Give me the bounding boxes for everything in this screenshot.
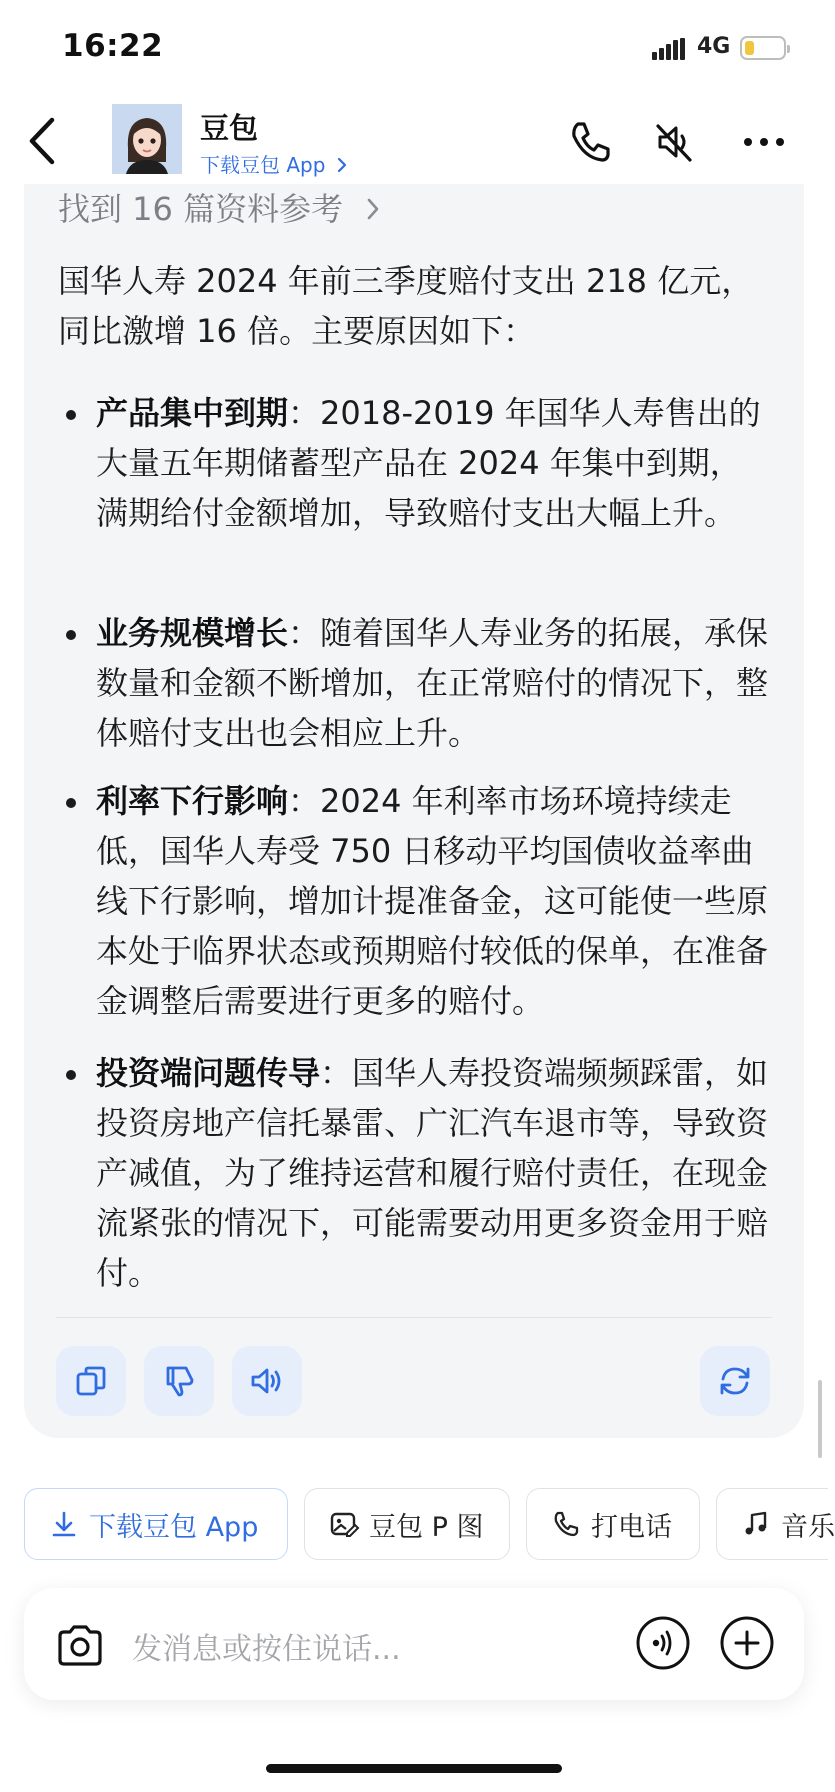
chip-call[interactable] <box>526 1488 700 1560</box>
dislike-button[interactable] <box>144 1346 214 1416</box>
chip-music[interactable] <box>716 1488 835 1560</box>
list-item <box>58 776 772 1026</box>
chevron-right-icon <box>365 196 381 222</box>
download-icon <box>49 1509 79 1539</box>
regenerate-button[interactable] <box>700 1346 770 1416</box>
bullet <box>66 410 76 420</box>
chip-label: 打电话 <box>591 1511 672 1543</box>
add-icon[interactable] <box>718 1614 776 1672</box>
music-icon <box>741 1509 771 1539</box>
copy-button[interactable] <box>56 1346 126 1416</box>
message-input[interactable]: 发消息或按住说话... <box>132 1632 401 1667</box>
copy-icon <box>72 1362 110 1400</box>
list-item <box>58 388 772 538</box>
references-link[interactable] <box>58 184 381 230</box>
item-text: ：2024 年利率市场环境持续走低，国华人寿受 750 日移动平均国债收益率曲线下行影响，增加计提准备金，这可能使一些原本处于临界状态或预期赔付较低的保单，在准备金调整后需要进行更多的赔付。 <box>96 782 769 1020</box>
item-title: 业务规模增长 <box>96 614 289 652</box>
mute-icon[interactable] <box>650 118 698 166</box>
bullet <box>66 1070 76 1080</box>
regenerate-icon <box>715 1361 755 1401</box>
chip-label: 音乐 <box>781 1511 835 1543</box>
voice-button-icon[interactable] <box>634 1614 692 1672</box>
item-title: 产品集中到期 <box>96 394 289 432</box>
download-app-link[interactable] <box>200 149 348 178</box>
chevron-right-icon <box>336 156 348 174</box>
phone-icon[interactable] <box>566 118 614 166</box>
camera-icon[interactable] <box>52 1618 108 1674</box>
divider <box>56 1317 772 1318</box>
chip-label: 下载豆包 App <box>89 1511 259 1543</box>
chip-image-edit[interactable] <box>304 1488 510 1560</box>
bot-name: 豆包 <box>200 111 259 145</box>
signal-icon <box>652 38 686 60</box>
phone-icon <box>551 1509 581 1539</box>
network-label: 4G <box>697 34 731 59</box>
item-text: ：随着国华人寿业务的拓展，承保数量和金额不断增加，在正常赔付的情况下，整体赔付支出也会相应上升。 <box>96 614 769 752</box>
list-item <box>58 608 772 758</box>
list-item <box>58 1048 772 1298</box>
status-time: 16:22 <box>62 28 164 64</box>
item-text: ：国华人寿投资端频频踩雷，如投资房地产信托暴雷、广汇汽车退市等，导致资产减值，为了维持运营和履行赔付责任，在现金流紧张的情况下，可能需要动用更多资金用于赔付。 <box>96 1054 769 1292</box>
answer-intro: 国华人寿 2024 年前三季度赔付支出 218 亿元，同比激增 16 倍。主要原因如下： <box>58 262 754 350</box>
thumbs-down-icon <box>160 1362 198 1400</box>
bullet <box>66 630 76 640</box>
speaker-icon <box>248 1362 286 1400</box>
references-label: 找到 16 篇资料参考 <box>58 190 344 228</box>
chip-download-app[interactable] <box>24 1488 288 1560</box>
item-text: ：2018-2019 年国华人寿售出的大量五年期储蓄型产品在 2024 年集中到期，满期给付金额增加，导致赔付支出大幅上升。 <box>96 394 761 532</box>
item-title: 利率下行影响 <box>96 782 289 820</box>
home-indicator <box>266 1764 562 1773</box>
scrollbar[interactable] <box>818 1380 822 1458</box>
battery-icon <box>740 36 786 60</box>
bullet <box>66 798 76 808</box>
image-edit-icon <box>329 1509 359 1539</box>
read-aloud-button[interactable] <box>232 1346 302 1416</box>
item-title: 投资端问题传导 <box>96 1054 321 1092</box>
avatar[interactable] <box>112 104 182 174</box>
back-icon[interactable] <box>22 112 66 170</box>
chip-label: 豆包 P 图 <box>369 1511 484 1543</box>
more-icon[interactable] <box>740 118 788 166</box>
download-app-label: 下载豆包 App <box>200 153 326 177</box>
